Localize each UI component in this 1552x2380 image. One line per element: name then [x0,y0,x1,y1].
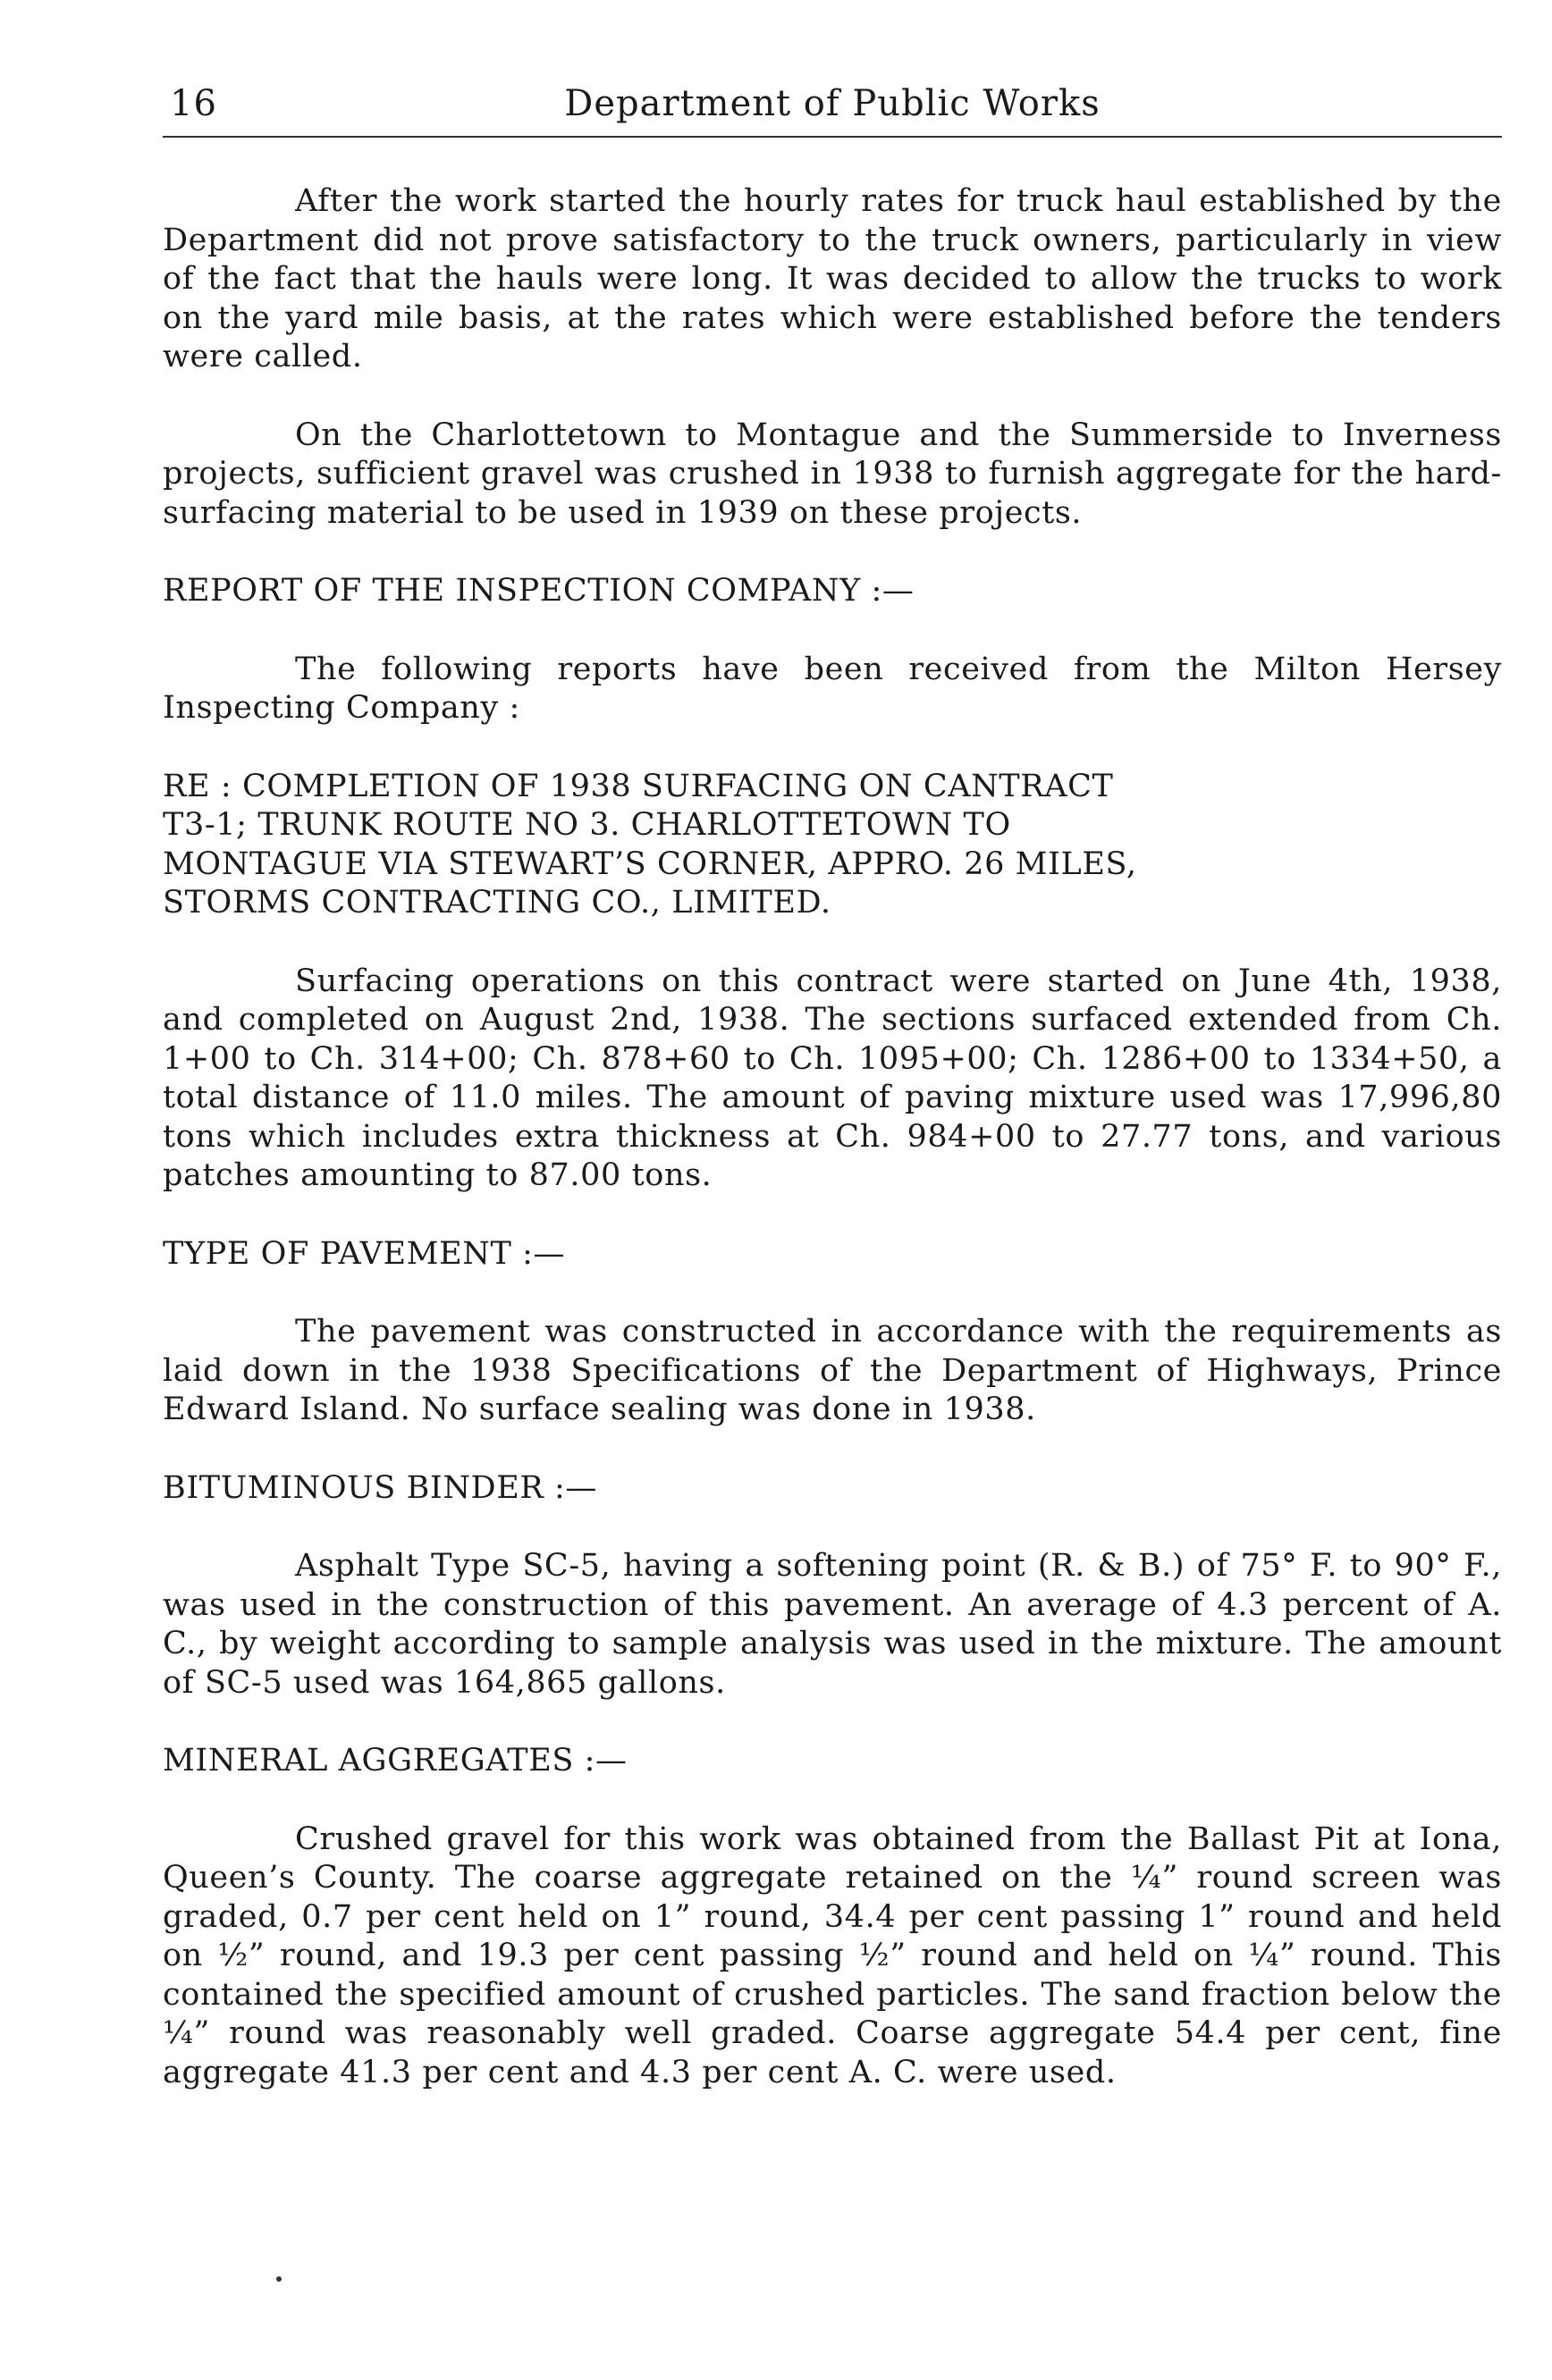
heading-type-of-pavement: TYPE OF PAVEMENT :— [163,1235,566,1272]
paragraph-crushed-gravel: Crushed gravel for this work was obtained from the Ballast Pit at Iona, Queen’s County. The coarse aggregate retained on the ¼” round screen was graded, 0.7 per cent held on 1” round, 34.4 per cent passing 1” round and held on ½” round, and 19.3 per cent passing ½” round and held on ¼” round. This contained the specified amount of crushed particles. The sand fraction below the ¼” round was reasonably well graded. Coarse aggregate 54.4 per cent, fine aggregate 41.3 per cent and 4.3 per cent A. C. were used. [163,1821,1502,2090]
header-rule [163,136,1502,138]
re-line: T3-1; TRUNK ROUTE NO 3. CHARLOTTETOWN TO [163,807,1011,843]
heading-bituminous-binder: BITUMINOUS BINDER :— [163,1469,598,1506]
stray-mark [276,2276,282,2282]
re-line: MONTAGUE VIA STEWART’S CORNER, APPRO. 26 MILES, [163,845,1137,882]
heading-mineral-aggregates: MINERAL AGGREGATES :— [163,1743,628,1779]
page-header [163,71,1502,122]
paragraph-reports-received: The following reports have been received from the Milton Hersey Inspecting Company : [163,651,1502,726]
paragraph-asphalt-binder: Asphalt Type SC-5, having a softening point (R. & B.) of 75° F. to 90° F., was used in the construction of this pavement. An average of 4.3 percent of A. C., by weight according to sample analysis was used in the mixture. The amount of SC-5 used was 164,865 gallons. [163,1548,1502,1701]
running-head: Department of Public Works [564,83,1101,124]
heading-inspection-company: REPORT OF THE INSPECTION COMPANY :— [163,573,915,609]
paragraph-surfacing-operations: Surfacing operations on this contract were started on June 4th, 1938, and completed on August 2nd, 1938. The sections surfaced extended from Ch. 1+00 to Ch. 314+00; Ch. 878+60 to Ch. 1095+00; Ch. 1286+00 to 1334+50, a total distance of 11.0 miles. The amount of paving mixture used was 17,996,80 tons which includes extra thickness at Ch. 984+00 to 27.77 tons, and various patches amounting to 87.00 tons. [163,963,1502,1193]
page-number: 16 [170,83,217,124]
paragraph-pavement-construction: The pavement was constructed in accordance with the requirements as laid down in the 1938 Specifications of the Department of Highways, Prince Edward Island. No surface sealing was done in 1938. [163,1314,1502,1427]
re-line: STORMS CONTRACTING CO., LIMITED. [163,885,831,921]
re-subject-block [163,768,1502,923]
paragraph-truck-rates: After the work started the hourly rates for truck haul established by the Department did not prove satisfactory to the truck owners, particularly in view of the fact that the hauls were long. It was decided to allow the trucks to work on the yard mile basis, at the rates which were established before the tenders were called. [163,183,1502,374]
re-line: RE : COMPLETION OF 1938 SURFACING ON CANTRACT [163,768,1114,804]
paragraph-gravel-crushed: On the Charlottetown to Montague and the Summerside to Inverness projects, sufficient gravel was crushed in 1938 to furnish aggregate for the hard-surfacing material to be used in 1939 on these projects. [163,416,1502,531]
document-page [163,71,1502,2132]
